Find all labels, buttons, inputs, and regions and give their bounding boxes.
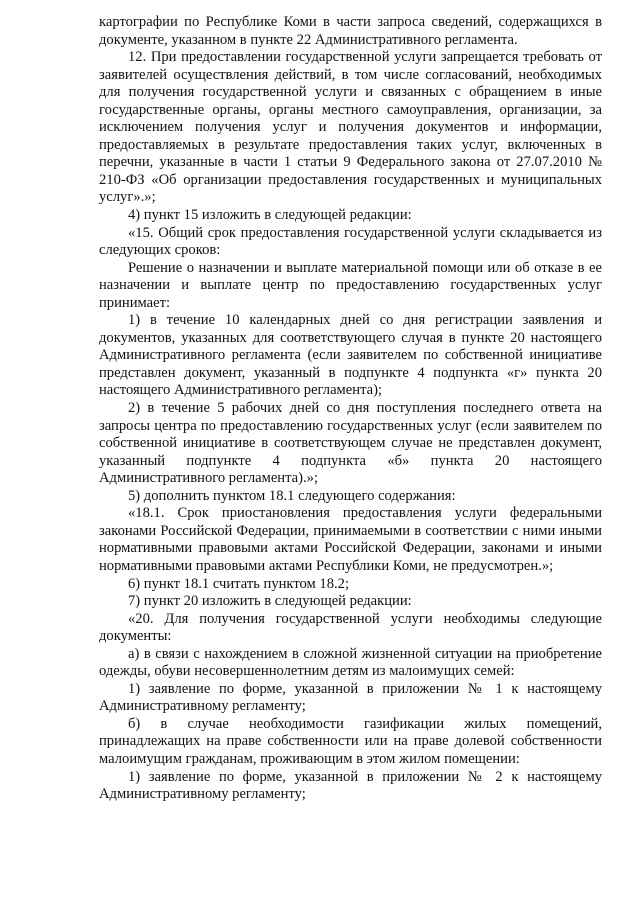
paragraph-item-12: 12. При предоставлении государственной услуги запрещается требовать от заявителей осуществления действий, в том числе согласований, необходимых для получения государственной услуги и связанных с обращением в иные государственные органы, органы местного самоуправления, организации, за исключением получения услуг и получения документов и информации, предоставляемых в результате предоставления таких услуг, включенных в перечни, указанные в части 1 статьи 9 Федерального закона от 27.07.2010 № 210-ФЗ «Об организации предоставления государственных и муниципальных услуг».»;: [99, 49, 602, 206]
paragraph-amendment-4: 4) пункт 15 изложить в следующей редакции:: [128, 207, 412, 224]
paragraph-subitem-b: б) в случае необходимости газификации жилых помещений, принадлежащих на праве собственности или на праве долевой собственности малоимущим гражданам, проживающим в этом жилом помещении:: [99, 715, 602, 767]
paragraph-subitem-2: 2) в течение 5 рабочих дней со дня поступления последнего ответа на запросы центра по предоставлению государственных услуг (если заявителем по собственной инициативе в соответствующем случае не представлен документ, указанный подпункте 4 подпункта «б» пункта 20 настоящего Административного регламента).»;: [99, 400, 602, 487]
paragraph-decision: Решение о назначении и выплате материальной помощи или об отказе в ее назначении и выплате центр по предоставлению государственных услуг принимает:: [99, 259, 602, 311]
paragraph-item-20: «20. Для получения государственной услуги необходимы следующие документы:: [99, 610, 602, 645]
paragraph-subitem-a-1: 1) заявление по форме, указанной в приложении № 1 к настоящему Административному регламенту;: [99, 680, 602, 715]
paragraph-amendment-7: 7) пункт 20 изложить в следующей редакции:: [128, 593, 412, 610]
paragraph-amendment-6: 6) пункт 18.1 считать пунктом 18.2;: [128, 575, 350, 592]
paragraph-subitem-b-1: 1) заявление по форме, указанной в приложении № 2 к настоящему Административному регламенту;: [99, 768, 602, 803]
document-body: [99, 14, 602, 804]
paragraph-amendment-5: 5) дополнить пунктом 18.1 следующего содержания:: [128, 487, 456, 504]
paragraph-subitem-a: а) в связи с нахождением в сложной жизненной ситуации на приобретение одежды, обуви несовершеннолетним детям из малоимущих семей:: [99, 645, 602, 680]
paragraph-subitem-1: 1) в течение 10 календарных дней со дня регистрации заявления и документов, указанных для соответствующего случая в пункте 20 настоящего Административного регламента (если заявителем по собственной инициативе представлен документ, указанный в подпункте 4 подпункта «г» пункта 20 настоящего Административного регламента);: [99, 312, 602, 399]
paragraph-item-18-1: «18.1. Срок приостановления предоставления услуги федеральными законами Российской Федерации, принимаемыми в соответствии с ними иными нормативными правовыми актами Российской Федерации, законами и иными нормативными правовыми актами Республики Коми, не предусмотрен.»;: [99, 505, 602, 574]
paragraph-item-15: «15. Общий срок предоставления государственной услуги складывается из следующих сроков:: [99, 224, 602, 259]
paragraph-continuation: картографии по Республике Коми в части запроса сведений, содержащихся в документе, указанном в пункте 22 Административного регламента.: [99, 14, 602, 48]
